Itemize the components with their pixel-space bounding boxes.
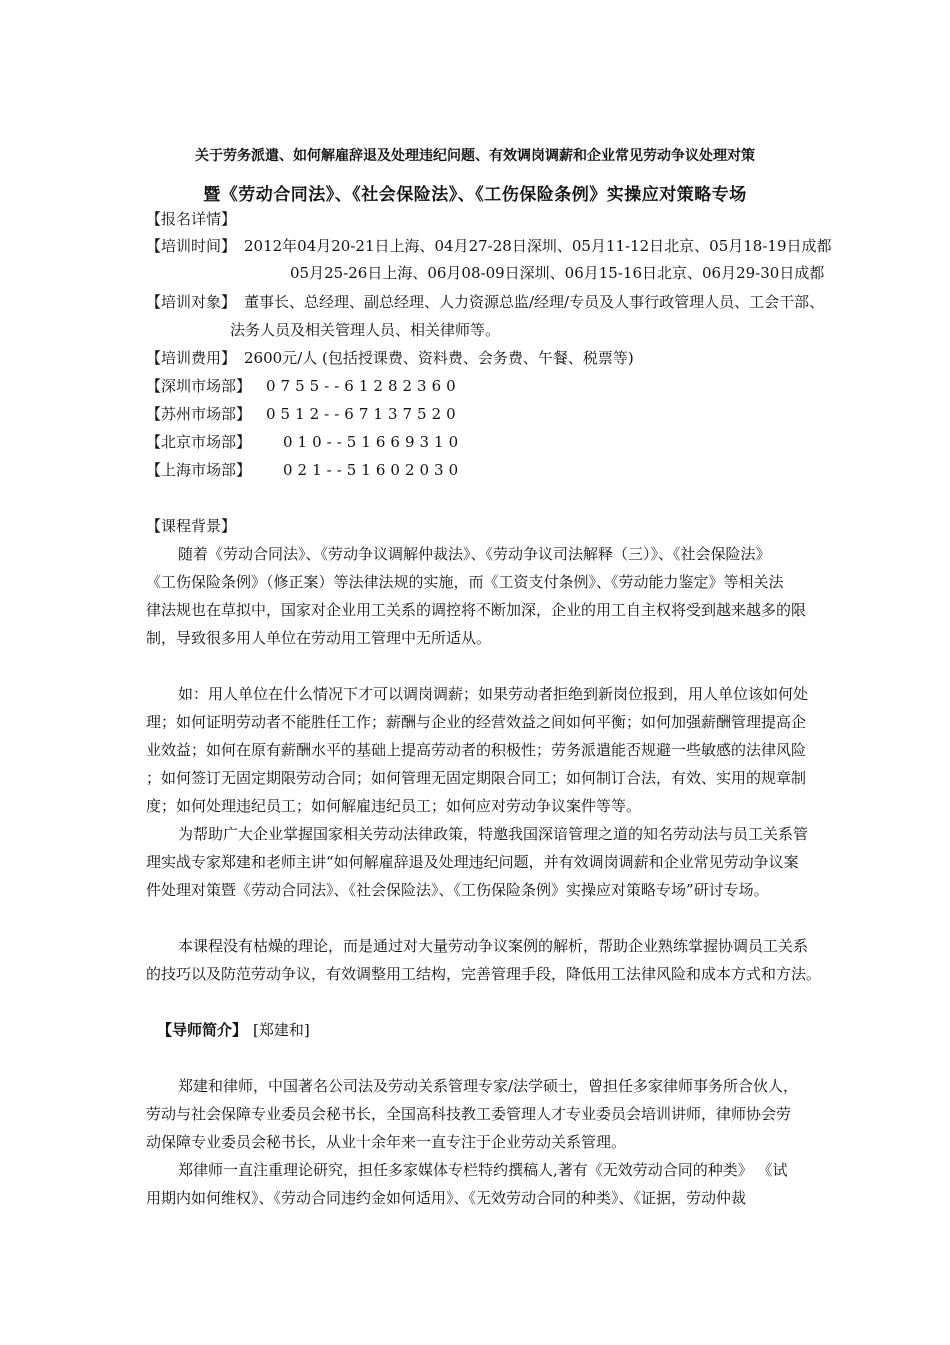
training-time-line2: 05月25-26日上海、06月08-09日深圳、06月15-16日北京、06月29-30日成都 — [290, 264, 825, 282]
document-title-line1: 关于劳务派遣、如何解雇辞退及处理违纪问题、有效调岗调薪和企业常见劳动争议处理对策 — [195, 148, 755, 164]
background-p1-line2: 《工伤保险条例》（修正案）等法律法规的实施，而《工资支付条例》、《劳动能力鉴定》等相关法 — [146, 573, 784, 591]
shenzhen-office-label: 【深圳市场部】 — [146, 377, 252, 395]
audience-label: 【培训对象】 — [146, 293, 237, 311]
audience-line1: 董事长、总经理、副总经理、人力资源总监/经理/专员及人事行政管理人员、工会干部、 — [244, 293, 825, 311]
suzhou-office-label: 【苏州市场部】 — [146, 405, 252, 423]
teacher-p2-line1: 郑律师一直注重理论研究，担任多家媒体专栏特约撰稿人,著有《无效劳动合同的种类》 《试 — [178, 1161, 788, 1179]
beijing-office-label: 【北京市场部】 — [146, 433, 252, 451]
beijing-office-phone: 010--51669310 — [283, 433, 464, 451]
background-p3-line3: 件处理对策暨《劳动合同法》、《社会保险法》、《工伤保险条例》实操应对策略专场”研讨专场。 — [146, 881, 769, 899]
fee-label: 【培训费用】 — [146, 349, 237, 367]
suzhou-office-phone: 0512--67137520 — [266, 405, 461, 423]
background-p3-line2: 理实战专家郑建和老师主讲“如何解雇辞退及处理违纪问题，并有效调岗调薪和企业常见劳动争议案 — [146, 853, 799, 871]
shanghai-office-phone: 021--51602030 — [283, 461, 464, 479]
teacher-p1-line3: 动保障专业委员会秘书长，从业十余年来一直专注于企业劳动关系管理。 — [146, 1133, 627, 1151]
shenzhen-office-phone: 0755--61282360 — [266, 377, 461, 395]
signup-heading: 【报名详情】 — [146, 210, 237, 228]
background-p4-line1: 本课程没有枯燥的理论，而是通过对大量劳动争议案例的解析，帮助企业熟练掌握协调员工关系 — [178, 937, 809, 955]
background-p2-line3: 业效益；如何在原有薪酬水平的基础上提高劳动者的积极性；劳务派遣能否规避一些敏感的法律风险 — [146, 741, 807, 759]
teacher-p1-line2: 劳动与社会保障专业委员会秘书长，全国高科技教工委管理人才专业委员会培训讲师，律师协会劳 — [146, 1105, 792, 1123]
background-p2-line1: 如：用人单位在什么情况下才可以调岗调薪；如果劳动者拒绝到新岗位报到，用人单位该如何处 — [178, 685, 809, 703]
background-p1-line3: 律法规也在草拟中，国家对企业用工关系的调控将不断加深，企业的用工自主权将受到越来越多的限 — [146, 601, 807, 619]
teacher-p2-line2: 用期内如何维权》、《劳动合同违约金如何适用》、《无效劳动合同的种类》、《证据，劳动仲裁 — [146, 1189, 747, 1207]
teacher-p1-line1: 郑建和律师，中国著名公司法及劳动关系管理专家/法学硕士，曾担任多家律师事务所合伙人， — [178, 1077, 799, 1095]
background-p3-line1: 为帮助广大企业掌握国家相关劳动法律政策，特邀我国深谙管理之道的知名劳动法与员工关系管 — [178, 825, 809, 843]
teacher-heading: 【导师简介】 — [157, 1021, 248, 1039]
background-heading: 【课程背景】 — [146, 517, 237, 535]
teacher-name: [郑建和] — [253, 1021, 310, 1039]
background-p2-line2: 理；如何证明劳动者不能胜任工作；薪酬与企业的经营效益之间如何平衡；如何加强薪酬管理提高企 — [146, 713, 807, 731]
training-time-label: 【培训时间】 — [146, 237, 237, 255]
fee-value: 2600元/人 (包括授课费、资料费、会务费、午餐、税票等) — [244, 349, 634, 367]
shanghai-office-label: 【上海市场部】 — [146, 461, 252, 479]
background-p2-line4: ；如何签订无固定期限劳动合同；如何管理无固定期限合同工；如何制订合法，有效、实用的规章制 — [146, 769, 807, 787]
background-p1-line1: 随着《劳动合同法》、《劳动争议调解仲裁法》、《劳动争议司法解释（三）》、《社会保险法》 — [178, 545, 771, 563]
background-p4-line2: 的技巧以及防范劳动争议，有效调整用工结构，完善管理手段，降低用工法律风险和成本方式和方法。 — [146, 965, 822, 983]
training-time-line1: 2012年04月20-21日上海、04月27-28日深圳、05月11-12日北京、05月18-19日成都 — [244, 237, 832, 255]
background-p2-line5: 度；如何处理违纪员工；如何解雇违纪员工；如何应对劳动争议案件等等。 — [146, 797, 642, 815]
document-title-line2: 暨《劳动合同法》、《社会保险法》、《工伤保险条例》实操应对策略专场 — [203, 185, 747, 205]
audience-line2: 法务人员及相关管理人员、相关律师等。 — [230, 321, 501, 339]
background-p1-line4: 制，导致很多用人单位在劳动用工管理中无所适从。 — [146, 629, 492, 647]
